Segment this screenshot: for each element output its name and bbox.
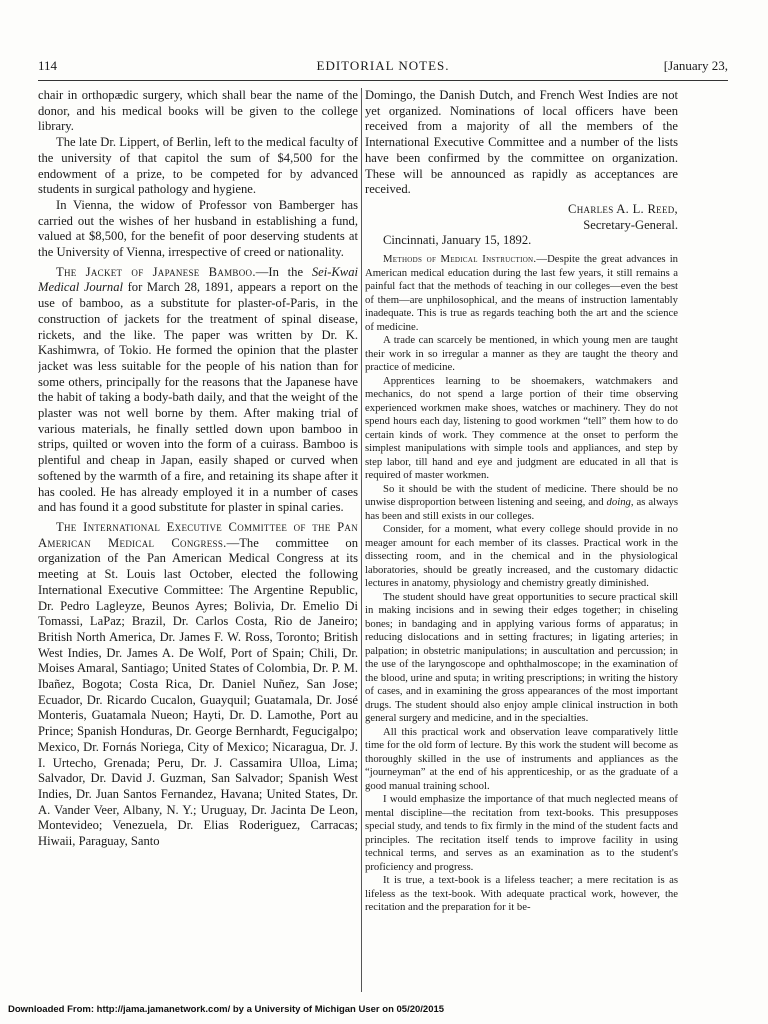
- paragraph: Domingo, the Danish Dutch, and French West Indies are not yet organized. Nominations of local officers have been received from a majority of all the members of the International Executive Committee and a number of the lists have been confirmed by the committee on organization. These will be announced as rapidly as acceptances are received.: [365, 88, 678, 197]
- header-rule: [38, 80, 728, 81]
- emphasis: doing: [606, 496, 631, 509]
- paragraph: Apprentices learning to be shoemakers, watchmakers and mechanics, do not spend a large portion of their time observing experienced workmen make shoes, watches or machinery. They do not spend hours each day, listening to good workmen “tell” them how to do certain kinds of work. They commence at the onset to perform the simplest manipulations with simple tools and appliances, and step by step labor, till hand and eye and judgment are educated in all that is required of master workmen.: [365, 374, 678, 482]
- issue-date: [January 23,: [663, 58, 728, 73]
- download-footer: Downloaded From: http://jama.jamanetwork.com/ by a University of Michigan User on 05/20/2015: [8, 1004, 445, 1015]
- signature-place-date: Cincinnati, January 15, 1892.: [383, 233, 532, 248]
- article-methods-instruction: [365, 253, 678, 334]
- text-run: for March 28, 1891, appears a report on the use of bamboo, as a substitute for plaster-of-Paris, in the construction of jackets for the treatment of spinal disease, rickets, and the like. The paper was written by Dr. K. Kashimwra, of Tokio. He formed the opinion that the plaster jacket was less suitable for the people of his nation than for some others, principally for the reasons that the Japanese have the habit of taking a body-bath daily, and that the weight of the plaster was not well borne by them. After making trial of various materials, he finally settled down upon bamboo in strips, quilted or woven into the form of a cuirass. Bamboo is plentiful and cheap in Japan, easily shaped or curved when softened by the warmth of a fire, and retaining its shape after it has cooled. He has already employed it in a number of cases and has found it a good substitute for plaster in spinal caries.: [38, 280, 358, 515]
- section-heading: Methods of Medical Instruction.: [383, 253, 537, 266]
- paragraph: I would emphasize the importance of that much neglected means of mental discipline—the recitation from text-books. This presupposes special study, and tends to fix firmly in the mind of the student facts and principles. The recitation itself tends to improve facility in using technical terms, and serves as an examination as to the student's proficiency and progress.: [365, 793, 678, 873]
- paragraph: All this practical work and observation leave comparatively little time for the old form of lecture. By this work the student will become as thoroughly skilled in the use of instruments and appliances as the “journeyman” at the end of his apprenticeship, or as the graduate of a good manual training school.: [365, 725, 678, 792]
- journal-title: Sei-Kwai Medical Journal: [38, 264, 358, 295]
- paragraph: chair in orthopædic surgery, which shall bear the name of the donor, and his medical books will be given to the college library.: [38, 88, 358, 134]
- paragraph: [365, 483, 678, 524]
- paragraph: The late Dr. Lippert, of Berlin, left to the medical faculty of the university of that capitol the sum of $4,500 for the endowment of a prize, to be competed for by advanced students in surgical pathology and hygiene.: [38, 135, 358, 197]
- text-run: , as always has been and still exists in our colleges.: [365, 496, 678, 522]
- paragraph: It is true, a text-book is a lifeless teacher; a mere recitation is as lifeless as the text-book. With adequate practical work, however, the recitation and the preparation for it be-: [365, 874, 678, 914]
- article-bamboo-jacket: [38, 265, 358, 516]
- text-run: —The committee on organization of the Pan American Medical Congress at its meeting at St. Louis last October, elected the following International Executive Committee: The Argentine Republic, Dr. Pedro Lagleyze, Beunos Ayres; Bolivia, Dr. Emelio Di Tomassi, LaPaz; Brazil, Dr. Carlos Costa, Rio de Janeiro; British North America, Dr. James F. W. Ross, Toronto; British West Indies, Dr. James A. De Wolf, Port of Spain; Chili, Dr. Moises Amaral, Santiago; United States of Colombia, Dr. P. M. Ibañez, Bogota; Costa Rica, Dr. Daniel Nuñez, San Jose; Ecuador, Dr. Ricardo Cucalon, Guayquil; Guatamala, Dr. José Monteris, Guatamala Nueon; Hayti, Dr. D. Lamothe, Port au Prince; Spanish Honduras, Dr. George Bernhardt, Fegucigalpo; Mexico, Dr. Fornás Noriega, City of Mexico; Nicaragua, Dr. J. I. Urtecho, Grenada; Peru, Dr. J. Cassamira Ulloa, Lima; Salvador, Dr. David J. Guzman, San Salvador; Spanish West Indies, Dr. Juan Santos Fernandez, Havana; United States, Dr. A. Vander Veer, Albany, N. Y.; Uruguay, Dr. Jacinta De Leon, Montevideo; Venezuela, Dr. Elias Roderiguez, Carracas; Hiwaii, Paraguay, Santo: [38, 535, 358, 849]
- article-executive-committee: [38, 520, 358, 850]
- text-run: So it should be with the student of medicine. There should be no unwise disproportion between listening and seeing, and: [365, 482, 678, 509]
- paragraph: The student should have great opportunities to secure practical skill in making incisions and in sewing their edges together; in chiseling bones; in bandaging and in applying various forms of apparatus; in reducing dislocations and in setting fractures; in ligating arteries; in palpation; in obstetric manipulations; in auscultation and percussion; in the use of the laryngoscope and ophthalmoscope; in the examination of the blood, urine and sputa; in writing prescriptions; in writing the history of cases, and in examining the gross appearances of the most important drugs. The student should also enjoy ample clinical instruction in both general surgery and medicine, and in the specialties.: [365, 590, 678, 725]
- signature-name: Charles A. L. Reed,: [568, 201, 678, 216]
- running-title: EDITORIAL NOTES.: [316, 58, 450, 73]
- paragraph: Consider, for a moment, what every college should provide in no meager amount for each member of its classes. Practical work in the dissecting room, and in the chemical and in the physiological laboratories, should be greatly increased, and the customary didactic lectures in anatomy, physiology and chemistry greatly diminished.: [365, 523, 678, 590]
- running-header: [38, 58, 728, 78]
- signature-title: Secretary-General.: [583, 217, 678, 232]
- column-divider: [361, 88, 362, 992]
- text-run: —Despite the great advances in American medical education during the last few years, it still remains a painful fact that the methods of teaching in our colleges—even the best of them—are unphilosophical, and the means of instruction lamentably inadequate. This is true as regards teaching both the art and the science of medicine.: [365, 253, 678, 333]
- section-heading: The Jacket of Japanese Bamboo.: [56, 264, 256, 279]
- right-column: [365, 88, 678, 992]
- left-column: [38, 88, 358, 992]
- text-run: —In the: [255, 264, 312, 279]
- paragraph: In Vienna, the widow of Professor von Bamberger has carried out the wishes of her husband in establishing a fund, valued at $8,500, for the benefit of poor deserving students at the University of Vienna, irrespective of creed or nationality.: [38, 197, 358, 260]
- page-number: 114: [38, 58, 58, 73]
- section-heading: The International Executive Committee of the Pan American Medical Congress.: [38, 519, 358, 550]
- paragraph: A trade can scarcely be mentioned, in which young men are taught their work in so irregular a manner as they are taught the theory and practice of medicine.: [365, 334, 678, 374]
